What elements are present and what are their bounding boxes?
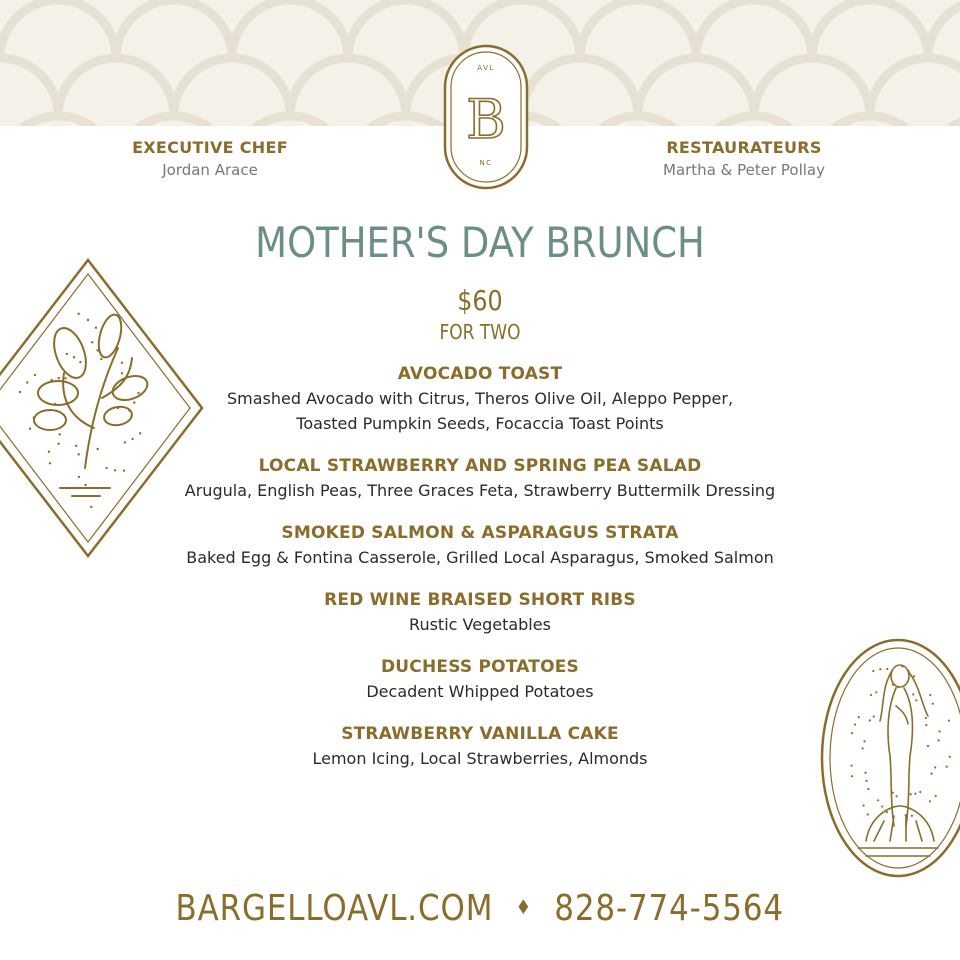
course-description-line: Lemon Icing, Local Strawberries, Almonds bbox=[312, 749, 648, 768]
restaurant-logo bbox=[442, 44, 530, 190]
restaurateurs-names: Martha & Peter Pollay bbox=[663, 161, 825, 179]
logo-top-text: AVL bbox=[477, 64, 495, 72]
course-list bbox=[170, 362, 790, 789]
course-description bbox=[170, 612, 790, 637]
course-item bbox=[170, 521, 790, 570]
course-name: SMOKED SALMON & ASPARAGUS STRATA bbox=[281, 523, 679, 543]
website-link[interactable]: BARGELLOAVL.COM bbox=[175, 888, 494, 929]
venus-figure-icon bbox=[810, 636, 960, 880]
chef-name: Jordan Arace bbox=[162, 161, 258, 179]
course-description-line: Rustic Vegetables bbox=[409, 615, 551, 634]
menu-title: MOTHER'S DAY BRUNCH bbox=[255, 218, 705, 267]
course-description-line: Smashed Avocado with Citrus, Theros Olive Oil, Aleppo Pepper, bbox=[226, 389, 734, 408]
course-name: STRAWBERRY VANILLA CAKE bbox=[341, 724, 619, 744]
executive-chef-block bbox=[90, 138, 330, 179]
course-description bbox=[170, 386, 790, 436]
course-description bbox=[170, 545, 790, 570]
course-description bbox=[170, 478, 790, 503]
course-description bbox=[170, 746, 790, 771]
diamond-separator-icon: ♦ bbox=[515, 895, 533, 919]
course-description-line: Decadent Whipped Potatoes bbox=[366, 682, 594, 701]
course-item bbox=[170, 588, 790, 637]
course-item bbox=[170, 722, 790, 771]
price-note: FOR TWO bbox=[439, 320, 521, 344]
course-item bbox=[170, 655, 790, 704]
chef-title: EXECUTIVE CHEF bbox=[132, 138, 288, 157]
olive-branch-icon bbox=[0, 258, 206, 558]
phone-number[interactable]: 828-774-5564 bbox=[554, 888, 785, 929]
course-name: DUCHESS POTATOES bbox=[380, 657, 579, 677]
menu-price: $60 bbox=[457, 284, 503, 317]
logo-bottom-text: NC bbox=[479, 159, 493, 167]
course-item bbox=[170, 454, 790, 503]
footer-contact bbox=[0, 888, 960, 938]
course-name: RED WINE BRAISED SHORT RIBS bbox=[324, 590, 636, 610]
restaurateurs-block bbox=[624, 138, 864, 179]
course-name: LOCAL STRAWBERRY AND SPRING PEA SALAD bbox=[258, 456, 702, 476]
course-description-line: Toasted Pumpkin Seeds, Focaccia Toast Points bbox=[296, 414, 664, 433]
course-description-line: Arugula, English Peas, Three Graces Feta, Strawberry Buttermilk Dressing bbox=[184, 481, 776, 500]
course-name: AVOCADO TOAST bbox=[397, 364, 563, 384]
course-item bbox=[170, 362, 790, 436]
course-description-line: Baked Egg & Fontina Casserole, Grilled Local Asparagus, Smoked Salmon bbox=[186, 548, 774, 567]
restaurateurs-title: RESTAURATEURS bbox=[666, 138, 822, 157]
course-description bbox=[170, 679, 790, 704]
logo-letter: B bbox=[466, 88, 506, 151]
